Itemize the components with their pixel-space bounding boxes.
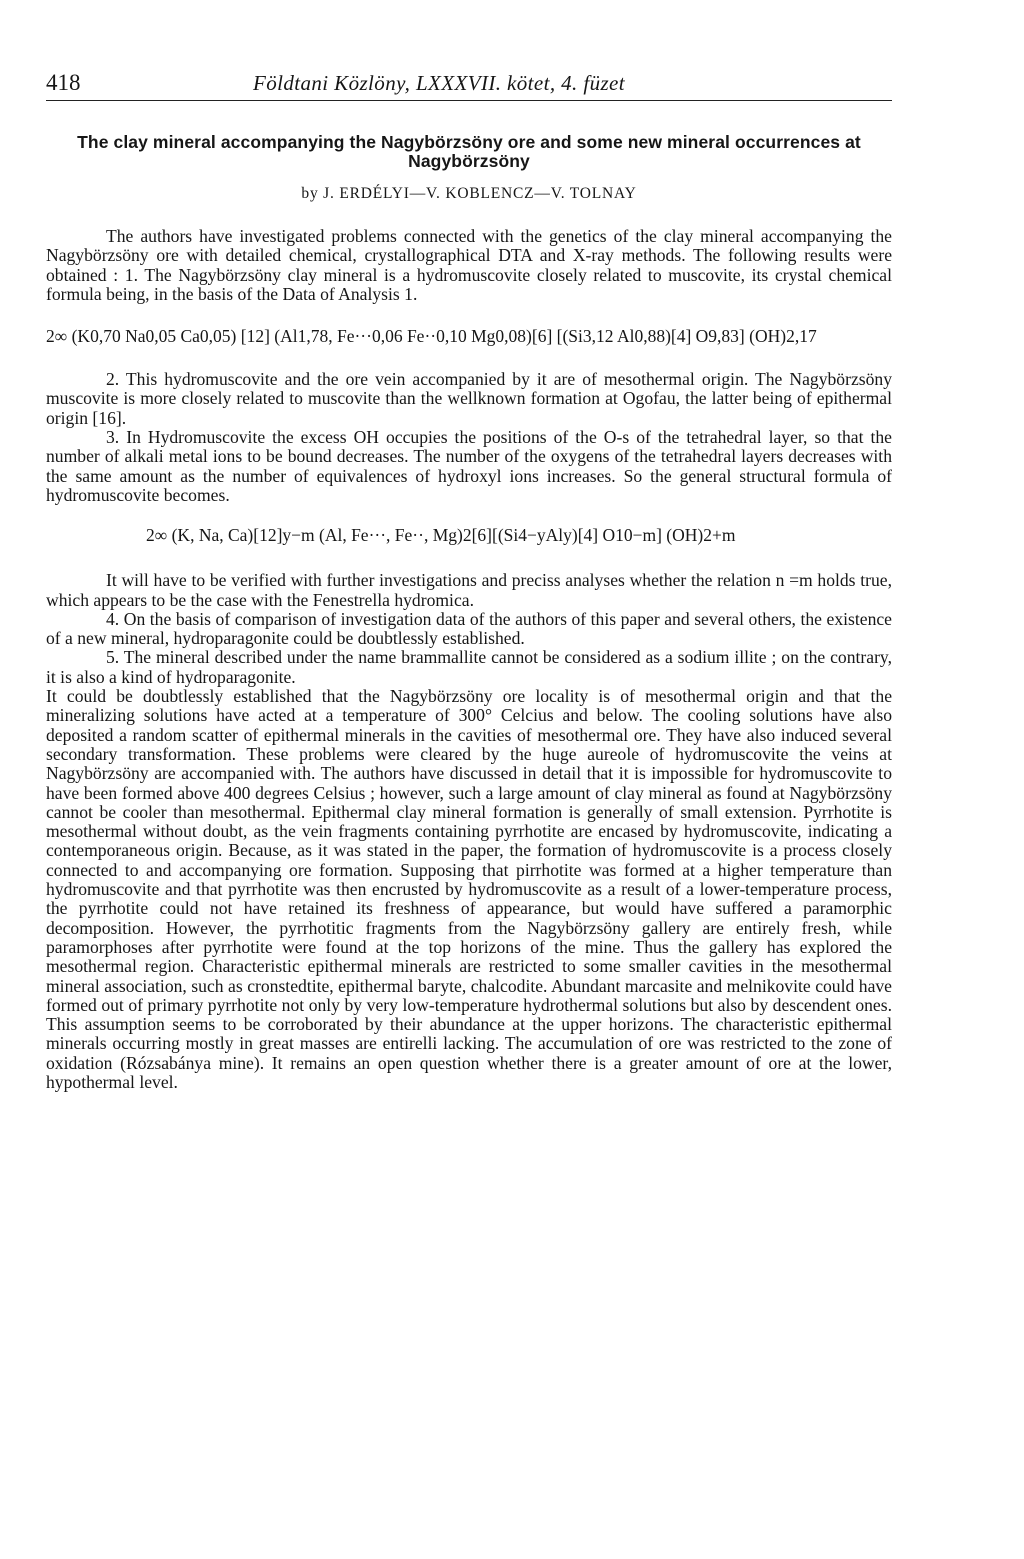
paragraph-7: It could be doubtlessly established that the Nagybörzsöny ore locality is of mesothermal origin and that the mineralizing solutions have acted at a temperature of 300° Celcius and below. The cooling solutions have also deposited a random scatter of epithermal minerals in the cavities of mesothermal ore. They have also induced several secondary transformation. These problems were cleared by the huge aureole of hydromuscovite the veins at Nagybörzsöny are accompanied with. The authors have discussed in detail that it is impossible for hydromuscovite to have been formed above 400 degrees Celsius ; however, such a large amount of clay mineral as found at Nagybörzsöny cannot be cooler than mesothermal. Epithermal clay mineral formation is generally of small extension. Pyrrhotite is mesothermal without doubt, as the vein fragments containing pyrrhotite are encased by hydromuscovite, indicating a contemporaneous origin. Because, as it was stated in the paper, the formation of hydromuscovite is a process closely connected to and accompanying ore formation. Supposing that pirrhotite was formed at a higher temperature than hydromuscovite and that pyrrhotite was then encrusted by hydromuscovite as a result of a lower-temperature process, the pyrrhotite could not have retained its freshness of appearance, but would have suffered a paramorphic decomposition. However, the pyrrhotitic fragments from the Nagybörzsöny gallery are entirely fresh, while paramorphoses after pyrrhotite were found at the top horizons of the mine. Thus the gallery has explored the mesothermal region. Characteristic epithermal minerals are restricted to some smaller cavities in the mesothermal mineral association, such as cronstedtite, epithermal baryte, chalcodite. Abundant marcasite and melnikovite could have formed out of primary pyrrhotite not only by very low-temperature hydrothermal solutions but also by descendent ones. This assumption seems to be corroborated by their abundance at the upper horizons. The characteristic epithermal minerals occurring mostly in great masses are entirelli lacking. The accumulation of ore was restricted to the zone of oxidation (Rózsabánya mine). It remains an open question whether there is a greater amount of ore at the lower, hypothermal level. (46, 686, 892, 1092)
running-head (46, 60, 892, 101)
article-title: The clay mineral accompanying the Nagybörzsöny ore and some new mineral occurrences at Nagybörzsöny (77, 132, 861, 171)
author-byline: by J. ERDÉLYI—V. KOBLENCZ—V. TOLNAY (301, 185, 637, 202)
paragraph-3: 3. In Hydromuscovite the excess OH occupies the positions of the O-s of the tetrahedral layer, so that the number of alkali metal ions to be bound decreases. The number of the oxygens of the tetrahedral layers decreases with the same amount as the number of equivalences of hydroxyl ions increases. So the general structural formula of hydromuscovite becomes. (46, 427, 892, 505)
paragraph-6: 5. The mineral described under the name brammallite cannot be considered as a sodium illite ; on the contrary, it is also a kind of hydroparagonite. (46, 647, 892, 687)
paper-page (46, 60, 892, 1092)
page-number: 418 (46, 70, 81, 95)
paragraph-4: It will have to be verified with further investigations and preciss analyses whether the relation n =m holds true, which appears to be the case with the Fenestrella hydromica. (46, 570, 892, 610)
formula-crystal-chemical: 2∞ (K0,70 Na0,05 Ca0,05) [12] (Al1,78, Fe···0,06 Fe··0,10 Mg0,08)[6] [(Si3,12 Al0,88)[4] O9,83] (OH)2,17 (46, 326, 817, 347)
formula-general-structural: 2∞ (K, Na, Ca)[12]y−m (Al, Fe···, Fe··, Mg)2[6][(Si4−yAly)[4] O10−m] (OH)2+m (146, 525, 736, 546)
paragraph-5: 4. On the basis of comparison of investigation data of the authors of this paper and several others, the existence of a new mineral, hydroparagonite could be doubtlessly established. (46, 608, 892, 649)
paragraph-1: The authors have investigated problems connected with the genetics of the clay mineral accompanying the Nagybörzsöny ore with detailed chemical, crystallographical DTA and X-ray methods. The following results were obtained : 1. The Nagybörzsöny clay mineral is a hydromuscovite closely related to muscovite, its crystal chemical formula being, in the basis of the Data of Analysis 1. (46, 226, 892, 304)
paragraph-2: 2. This hydromuscovite and the ore vein accompanied by it are of mesothermal origin. The Nagybörzsöny muscovite is more closely related to muscovite than the wellknown formation at Ogofau, the latter being of epithermal origin [16]. (46, 369, 892, 428)
journal-title: Földtani Közlöny, LXXXVII. kötet, 4. füzet (253, 71, 626, 95)
